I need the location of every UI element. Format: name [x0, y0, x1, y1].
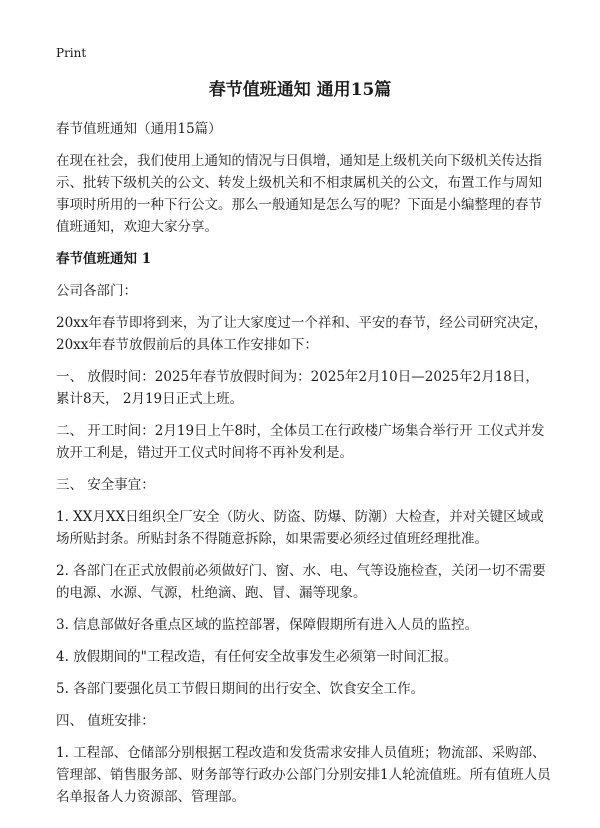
- list-item: 1. XX月XX日组织全厂安全（防火、防盗、防爆、防潮）大检查，并对关键区域或场所贴封条。所贴封条不得随意拆除，如果需要必须经过值班经理批准。: [56, 509, 544, 547]
- document-body: [56, 118, 552, 818]
- paragraph: 20xx年春节即将到来，为了让大家度过一个祥和、平安的春节，经公司研究决定，20xx年春节放假前后的具体工作安排如下：: [56, 315, 548, 353]
- document-subtitle: 春节值班通知（通用15篇）: [56, 121, 222, 137]
- list-item: 三、 安全事宜：: [56, 477, 155, 493]
- list-item: 5. 各部门要强化员工节假日期间的出行安全、饮食安全工作。: [56, 681, 425, 697]
- list-item: 二、 开工时间：2月19日上午8时，全体员工在行政楼广场集合举行开 工仪式并发放开工利是，错过开工仪式时间将不再补发利是。: [56, 423, 545, 461]
- print-label[interactable]: Print: [56, 46, 87, 60]
- section-heading: 春节值班通知 1: [56, 251, 152, 267]
- list-item: 一、 放假时间：2025年春节放假时间为：2025年2月10日—2025年2月18日，累计8天， 2月19日正式上班。: [56, 369, 539, 407]
- greeting: 公司各部门：: [56, 283, 137, 299]
- list-item: 2. 各部门在正式放假前必须做好门、窗、水、电、气等设施检查，关闭一切不需要的电源、水源、气源，杜绝滴、跑、冒、漏等现象。: [56, 563, 546, 601]
- list-item: 1. 工程部、仓储部分别根据工程改造和发货需求安排人员值班；物流部、采购部、管理部、销售服务部、财务部等行政办公部门分别安排1人轮流值班。所有值班人员名单报备人力资源部、管理部。: [56, 745, 551, 805]
- list-item: 四、 值班安排：: [56, 713, 155, 729]
- list-item: 4. 放假期间的"工程改造，有任何安全故事发生必须第一时间汇报。: [56, 649, 458, 665]
- page-title: 春节值班通知 通用15篇: [208, 80, 392, 100]
- list-item: 3. 信息部做好各重点区域的监控部署，保障假期所有进入人员的监控。: [56, 617, 479, 633]
- intro-paragraph: 在现在社会，我们使用上通知的情况与日俱增，通知是上级机关向下级机关传达指示、批转下级机关的公文、转发上级机关和不相隶属机关的公文，布置工作与周知事项时所用的一种下行公文。那么一般通知是怎么写的呢？下面是小编整理的春节值班通知，欢迎大家分享。: [56, 153, 542, 235]
